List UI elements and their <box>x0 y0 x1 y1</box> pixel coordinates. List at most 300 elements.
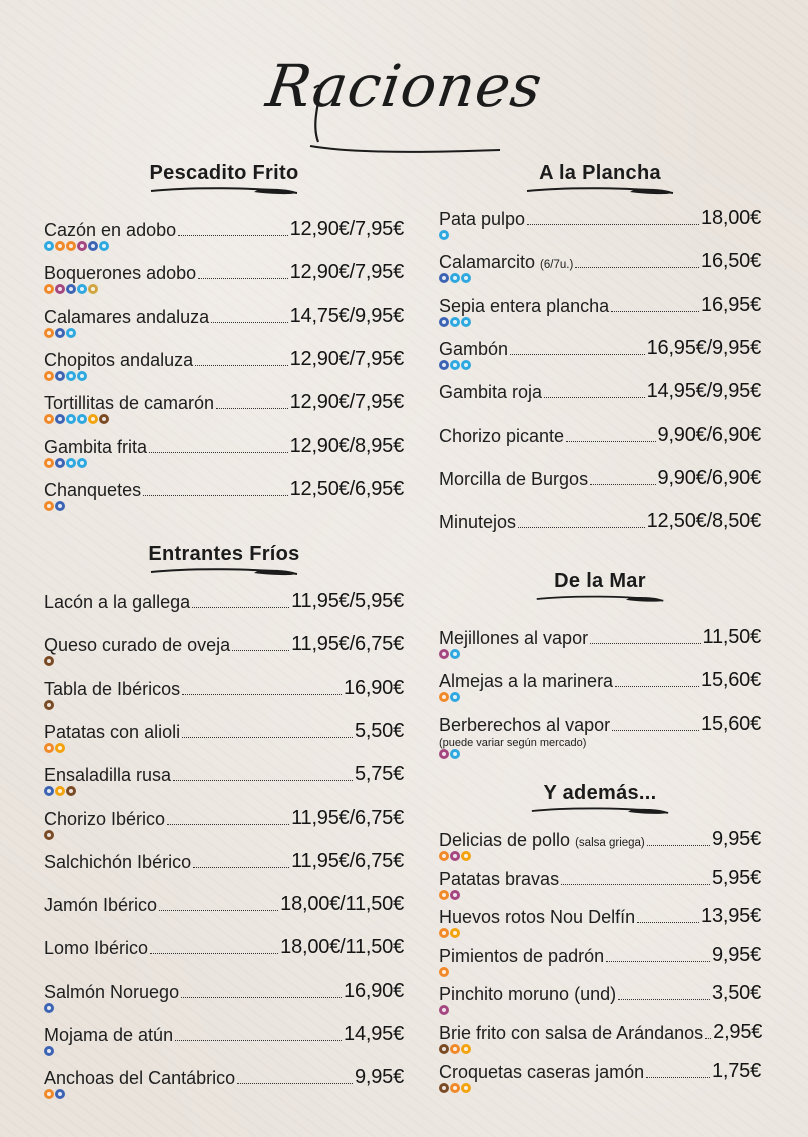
gluten-allergen-icon <box>44 501 54 511</box>
item-name-text: Gambita frita <box>44 436 148 457</box>
item-price: 9,95€ <box>354 1066 404 1089</box>
item-name-text: Patatas con alioli <box>44 721 181 742</box>
item-name-text: Chorizo picante <box>439 425 565 446</box>
item-price: 16,50€ <box>701 250 761 273</box>
item-name <box>44 220 176 241</box>
item-name-text: Minutejos <box>439 512 517 533</box>
item-name-detail: (6/7u.) <box>540 259 574 272</box>
dot-leader <box>193 867 289 868</box>
menu-item-row <box>44 348 404 371</box>
item-price: 14,95€ <box>344 1023 404 1045</box>
item-note: (puede variar según mercado) <box>439 736 587 749</box>
item-name-text: Chanquetes <box>44 479 142 500</box>
allergen-icons <box>439 273 761 284</box>
menu-item-row <box>439 510 761 533</box>
dot-leader <box>590 484 655 485</box>
menu-item-row <box>439 250 761 273</box>
gluten-allergen-icon <box>44 284 54 294</box>
menu-item-cazon-en-adobo <box>44 218 404 252</box>
menu-item-gambon <box>439 337 761 371</box>
item-name <box>439 469 588 490</box>
menu-item-delicias-de-pollo <box>439 828 761 862</box>
allergen-icons <box>44 284 404 295</box>
item-name-text: Lomo Ibérico <box>44 938 149 959</box>
item-name <box>439 339 508 360</box>
item-name <box>44 722 180 743</box>
egg-allergen-icon <box>450 928 460 938</box>
item-price: 9,95€ <box>711 943 761 966</box>
dot-leader <box>705 1038 711 1039</box>
allergen-icons <box>44 501 404 512</box>
menu-item-salchichon-iberico <box>44 850 404 873</box>
fish-allergen-icon <box>44 1046 54 1056</box>
item-name-text: Salmón Noruego <box>44 981 180 1002</box>
mollusc-allergen-icon <box>439 230 449 240</box>
menu-item-ensaladilla-rusa <box>44 763 404 797</box>
allergen-icons <box>439 317 761 328</box>
dot-leader <box>211 322 288 323</box>
item-price: 5,95€ <box>711 866 761 889</box>
gluten-allergen-icon <box>439 692 449 702</box>
mollusc-allergen-icon <box>450 317 460 327</box>
fish-allergen-icon <box>55 414 65 424</box>
allergen-icons <box>44 1003 404 1014</box>
dot-leader <box>611 311 699 312</box>
mollusc-allergen-icon <box>77 284 87 294</box>
menu-item-gambita-roja <box>439 380 761 403</box>
menu-item-row <box>439 828 761 851</box>
menu-item-mejillones-al-vapor <box>439 626 761 660</box>
mollusc-allergen-icon <box>77 458 87 468</box>
item-price: 2,95€ <box>713 1021 763 1043</box>
menu-item-chorizo-iberico <box>44 807 404 841</box>
item-name <box>44 895 157 916</box>
mollusc-allergen-icon <box>450 273 460 283</box>
dot-leader <box>216 408 288 409</box>
dot-leader <box>181 997 342 998</box>
item-name <box>439 426 564 447</box>
dot-leader <box>561 884 710 885</box>
fish-allergen-icon <box>44 1003 54 1013</box>
menu-item-row <box>439 337 761 360</box>
gluten-allergen-icon <box>44 743 54 753</box>
menu-item-row <box>44 478 404 501</box>
egg-allergen-icon <box>88 414 98 424</box>
item-name <box>439 715 610 736</box>
item-name-text: Pata pulpo <box>439 209 526 229</box>
mollusc-allergen-icon <box>99 241 109 251</box>
item-name-text: Croquetas caseras jamón <box>439 1061 645 1082</box>
item-name <box>44 437 147 458</box>
item-price: 18,00€ <box>701 207 761 229</box>
dot-leader <box>198 278 287 279</box>
item-name-text: Gambón <box>439 338 509 359</box>
item-price: 16,95€/9,95€ <box>646 336 761 359</box>
allergen-icons <box>44 830 404 841</box>
title-swash-icon <box>300 76 520 166</box>
mollusc-allergen-icon <box>44 241 54 251</box>
dot-leader <box>575 267 699 268</box>
item-price: 9,90€/6,90€ <box>657 466 761 489</box>
fish-allergen-icon <box>439 273 449 283</box>
section-heading-text: A la Plancha <box>539 162 661 184</box>
section-heading-a-la-plancha <box>439 162 761 197</box>
menu-item-row <box>439 905 761 928</box>
item-name-text: Anchoas del Cantábrico <box>44 1068 236 1089</box>
item-name <box>44 592 190 613</box>
fish-allergen-icon <box>55 458 65 468</box>
crustacean-allergen-icon <box>450 890 460 900</box>
dot-leader <box>237 1083 353 1084</box>
fish-allergen-icon <box>66 284 76 294</box>
menu-item-row <box>439 380 761 403</box>
allergen-icons <box>44 241 404 252</box>
allergen-icons <box>439 967 761 978</box>
allergen-icons <box>439 749 761 760</box>
item-price: 11,95€/5,95€ <box>291 590 404 612</box>
menu-item-row <box>44 720 404 743</box>
item-name-text: Queso curado de oveja <box>44 635 231 656</box>
mollusc-allergen-icon <box>77 371 87 381</box>
item-name <box>439 252 573 273</box>
menu-item-row <box>439 982 761 1005</box>
item-name <box>44 1025 173 1046</box>
allergen-icons <box>44 328 404 339</box>
item-name-text: Sepia entera plancha <box>439 295 610 316</box>
dot-leader <box>175 1040 342 1041</box>
item-name-text: Mejillones al vapor <box>439 628 589 648</box>
item-name-text: Almejas a la marinera <box>439 671 614 692</box>
fish-allergen-icon <box>55 1089 65 1099</box>
item-price: 15,60€ <box>701 669 761 692</box>
item-name-text: Berberechos al vapor <box>439 714 611 735</box>
milk-allergen-icon <box>44 656 54 666</box>
egg-allergen-icon <box>55 743 65 753</box>
item-name-text: Calamarcito <box>439 252 536 273</box>
menu-item-row <box>439 1060 761 1083</box>
menu-item-row <box>44 261 404 284</box>
menu-item-pimientos-de-padron <box>439 944 761 978</box>
item-name <box>439 907 635 928</box>
item-price: 18,00€/11,50€ <box>280 893 404 916</box>
item-name <box>439 382 542 403</box>
item-price: 11,95€/6,75€ <box>291 633 404 656</box>
milk-allergen-icon <box>439 1083 449 1093</box>
heading-underline-icon <box>535 593 665 605</box>
menu-item-anchoas-del-cantabrico <box>44 1066 404 1100</box>
mollusc-allergen-icon <box>450 360 460 370</box>
dot-leader <box>149 452 288 453</box>
mollusc-allergen-icon <box>450 749 460 759</box>
menu-item-row <box>439 1021 761 1044</box>
gluten-allergen-icon <box>439 967 449 977</box>
dot-leader <box>150 953 278 954</box>
item-price: 5,75€ <box>354 763 404 786</box>
heading-underline-icon <box>525 185 675 197</box>
menu-item-row <box>44 893 404 916</box>
menu-item-row <box>439 669 761 692</box>
section-heading-y-ademas <box>439 782 761 817</box>
item-name <box>439 671 613 692</box>
mollusc-allergen-icon <box>461 317 471 327</box>
allergen-icons <box>439 851 761 862</box>
menu-item-chorizo-picante <box>439 424 761 447</box>
crustacean-allergen-icon <box>77 241 87 251</box>
gluten-allergen-icon <box>66 241 76 251</box>
dot-leader <box>612 730 699 731</box>
item-name-text: Tabla de Ibéricos <box>44 678 181 699</box>
menu-item-salmon-noruego <box>44 980 404 1014</box>
dot-leader <box>606 961 710 962</box>
dot-leader <box>518 527 645 528</box>
menu-item-row <box>44 218 404 241</box>
allergen-icons <box>439 230 761 241</box>
menu-item-jamon-iberico <box>44 893 404 916</box>
mollusc-allergen-icon <box>450 649 460 659</box>
menu-title-text: Raciones <box>261 52 547 120</box>
menu-item-row <box>44 807 404 830</box>
item-price: 12,90€/7,95€ <box>289 391 404 414</box>
allergen-icons <box>439 928 761 939</box>
item-name <box>439 984 616 1005</box>
item-name-text: Delicias de pollo <box>439 830 571 850</box>
item-name <box>44 307 209 328</box>
menu-item-chanquetes <box>44 478 404 512</box>
heading-underline-icon <box>149 185 299 197</box>
menu-item-patatas-con-alioli <box>44 720 404 754</box>
menu-item-mojama-de-atun <box>44 1023 404 1057</box>
section-heading-text: Y además... <box>543 782 657 804</box>
heading-underline-icon <box>530 805 670 817</box>
menu-item-brie-frito-con-salsa-de-arandanos <box>439 1021 761 1055</box>
egg-allergen-icon <box>461 1044 471 1054</box>
item-price: 11,95€/6,75€ <box>291 849 404 872</box>
item-price: 16,90€ <box>344 676 404 699</box>
allergen-icons <box>439 1083 761 1094</box>
item-name-text: Morcilla de Burgos <box>439 468 589 489</box>
mollusc-allergen-icon <box>450 692 460 702</box>
item-price: 12,90€/8,95€ <box>289 434 404 457</box>
item-name <box>44 679 180 700</box>
item-price: 3,50€ <box>711 982 761 1005</box>
section-heading-text: De la Mar <box>554 570 646 592</box>
item-name <box>439 209 525 230</box>
menu-item-lomo-iberico <box>44 936 404 959</box>
menu-item-row <box>44 590 404 613</box>
item-price: 12,50€/6,95€ <box>289 477 404 500</box>
item-price: 9,95€ <box>711 828 761 850</box>
mollusc-allergen-icon <box>461 273 471 283</box>
item-name <box>44 765 171 786</box>
gluten-allergen-icon <box>439 851 449 861</box>
menu-item-chopitos-andaluza <box>44 348 404 382</box>
dot-leader <box>167 824 289 825</box>
dot-leader <box>159 910 278 911</box>
item-price: 16,90€ <box>344 979 404 1002</box>
item-name <box>44 263 196 284</box>
menu-item-minutejos <box>439 510 761 533</box>
item-name-text: Pimientos de padrón <box>439 945 605 966</box>
fish-allergen-icon <box>439 317 449 327</box>
item-name <box>439 1023 703 1044</box>
item-price: 14,95€/9,95€ <box>646 380 761 403</box>
item-name <box>44 982 179 1003</box>
fish-allergen-icon <box>439 360 449 370</box>
dot-leader <box>143 495 288 496</box>
item-name <box>44 480 141 501</box>
heading-underline-icon <box>149 566 299 578</box>
egg-allergen-icon <box>461 1083 471 1093</box>
menu-item-row <box>44 677 404 700</box>
menu-item-pinchito-moruno-und <box>439 982 761 1016</box>
dot-leader <box>182 737 353 738</box>
item-name-text: Brie frito con salsa de Arándanos <box>439 1023 704 1043</box>
item-price: 13,95€ <box>701 905 761 928</box>
menu-item-tortillitas-de-camaron <box>44 391 404 425</box>
dot-leader <box>590 643 700 644</box>
item-name-text: Lacón a la gallega <box>44 592 191 612</box>
item-price: 5,50€ <box>354 719 404 742</box>
menu-item-huevos-rotos-nou-delfin <box>439 905 761 939</box>
menu-item-row <box>44 1023 404 1046</box>
mollusc-allergen-icon <box>66 328 76 338</box>
gluten-allergen-icon <box>44 414 54 424</box>
item-price: 16,95€ <box>701 293 761 316</box>
item-price: 18,00€/11,50€ <box>280 936 404 959</box>
fish-allergen-icon <box>55 501 65 511</box>
egg-allergen-icon <box>461 851 471 861</box>
dot-leader <box>510 354 645 355</box>
menu-item-boquerones-adobo <box>44 261 404 295</box>
mollusc-allergen-icon <box>66 371 76 381</box>
egg-allergen-icon <box>55 786 65 796</box>
fish-allergen-icon <box>88 241 98 251</box>
allergen-icons <box>44 743 404 754</box>
allergen-icons <box>44 700 404 711</box>
item-name-text: Huevos rotos Nou Delfín <box>439 907 636 928</box>
item-name-text: Tortillitas de camarón <box>44 393 215 414</box>
section-heading-de-la-mar <box>439 570 761 605</box>
dot-leader <box>647 845 710 846</box>
gluten-allergen-icon <box>44 1089 54 1099</box>
menu-item-row <box>44 305 404 328</box>
gluten-allergen-icon <box>450 1044 460 1054</box>
item-name <box>44 1068 235 1089</box>
milk-allergen-icon <box>99 414 109 424</box>
item-name-text: Boquerones adobo <box>44 263 197 284</box>
item-name <box>44 938 148 959</box>
allergen-icons <box>44 371 404 382</box>
item-name <box>439 946 604 967</box>
dot-leader <box>192 607 289 608</box>
allergen-icons <box>439 890 761 901</box>
menu-item-row <box>44 850 404 873</box>
item-name <box>439 869 559 890</box>
fish-allergen-icon <box>55 328 65 338</box>
menu-item-berberechos-al-vapor <box>439 713 761 760</box>
section-heading-text: Pescadito Frito <box>149 162 299 184</box>
dot-leader <box>566 441 655 442</box>
item-name <box>439 830 645 851</box>
allergen-icons <box>44 786 404 797</box>
menu-item-gambita-frita <box>44 435 404 469</box>
crustacean-allergen-icon <box>439 749 449 759</box>
gluten-allergen-icon <box>44 371 54 381</box>
item-price: 15,60€ <box>701 712 761 735</box>
item-name <box>44 852 191 873</box>
dot-leader <box>637 922 699 923</box>
dot-leader <box>182 694 342 695</box>
item-name-text: Pinchito moruno (und) <box>439 984 617 1005</box>
allergen-icons <box>44 458 404 469</box>
menu-item-row <box>44 936 404 959</box>
menu-item-patatas-bravas <box>439 867 761 901</box>
item-price: 12,90€/7,95€ <box>289 347 404 370</box>
allergen-icons <box>44 1089 404 1100</box>
item-name-text: Patatas bravas <box>439 868 560 889</box>
item-price: 12,90€/7,95€ <box>289 218 404 240</box>
crustacean-allergen-icon <box>55 284 65 294</box>
fish-allergen-icon <box>55 371 65 381</box>
item-name-text: Chorizo Ibérico <box>44 808 166 829</box>
menu-item-calamarcito <box>439 250 761 284</box>
menu-item-row <box>439 294 761 317</box>
item-name-text: Cazón en adobo <box>44 220 177 240</box>
dot-leader <box>195 365 288 366</box>
menu-item-croquetas-caseras-jamon <box>439 1060 761 1094</box>
menu-item-queso-curado-de-oveja <box>44 633 404 667</box>
item-name <box>439 296 609 317</box>
item-name <box>439 1062 644 1083</box>
dot-leader <box>544 397 645 398</box>
gluten-allergen-icon <box>44 458 54 468</box>
dot-leader <box>618 999 710 1000</box>
item-name-detail: (salsa griega) <box>575 837 645 849</box>
sulphite-allergen-icon <box>88 284 98 294</box>
dot-leader <box>527 224 699 225</box>
item-name-text: Salchichón Ibérico <box>44 851 192 872</box>
milk-allergen-icon <box>44 830 54 840</box>
allergen-icons <box>44 656 404 667</box>
gluten-allergen-icon <box>44 328 54 338</box>
dot-leader <box>173 780 353 781</box>
menu-item-row <box>44 980 404 1003</box>
menu-item-row <box>439 867 761 890</box>
item-price: 11,95€/6,75€ <box>291 806 404 829</box>
allergen-icons <box>439 1044 761 1055</box>
dot-leader <box>615 686 699 687</box>
item-price: 14,75€/9,95€ <box>289 304 404 327</box>
menu-item-sepia-entera-plancha <box>439 294 761 328</box>
crustacean-allergen-icon <box>439 649 449 659</box>
milk-allergen-icon <box>44 700 54 710</box>
allergen-icons <box>439 1005 761 1016</box>
crustacean-allergen-icon <box>450 851 460 861</box>
menu-item-row <box>439 207 761 230</box>
gluten-allergen-icon <box>450 1083 460 1093</box>
menu-item-row <box>439 944 761 967</box>
menu-item-row <box>44 633 404 656</box>
menu-item-lacon-a-la-gallega <box>44 590 404 613</box>
dot-leader <box>232 650 289 651</box>
menu-item-calamares-andaluza <box>44 305 404 339</box>
menu-item-tabla-de-ibericos <box>44 677 404 711</box>
item-name <box>44 809 165 830</box>
item-name <box>44 635 230 656</box>
menu-item-row <box>44 1066 404 1089</box>
item-name-text: Mojama de atún <box>44 1025 174 1045</box>
gluten-allergen-icon <box>55 241 65 251</box>
